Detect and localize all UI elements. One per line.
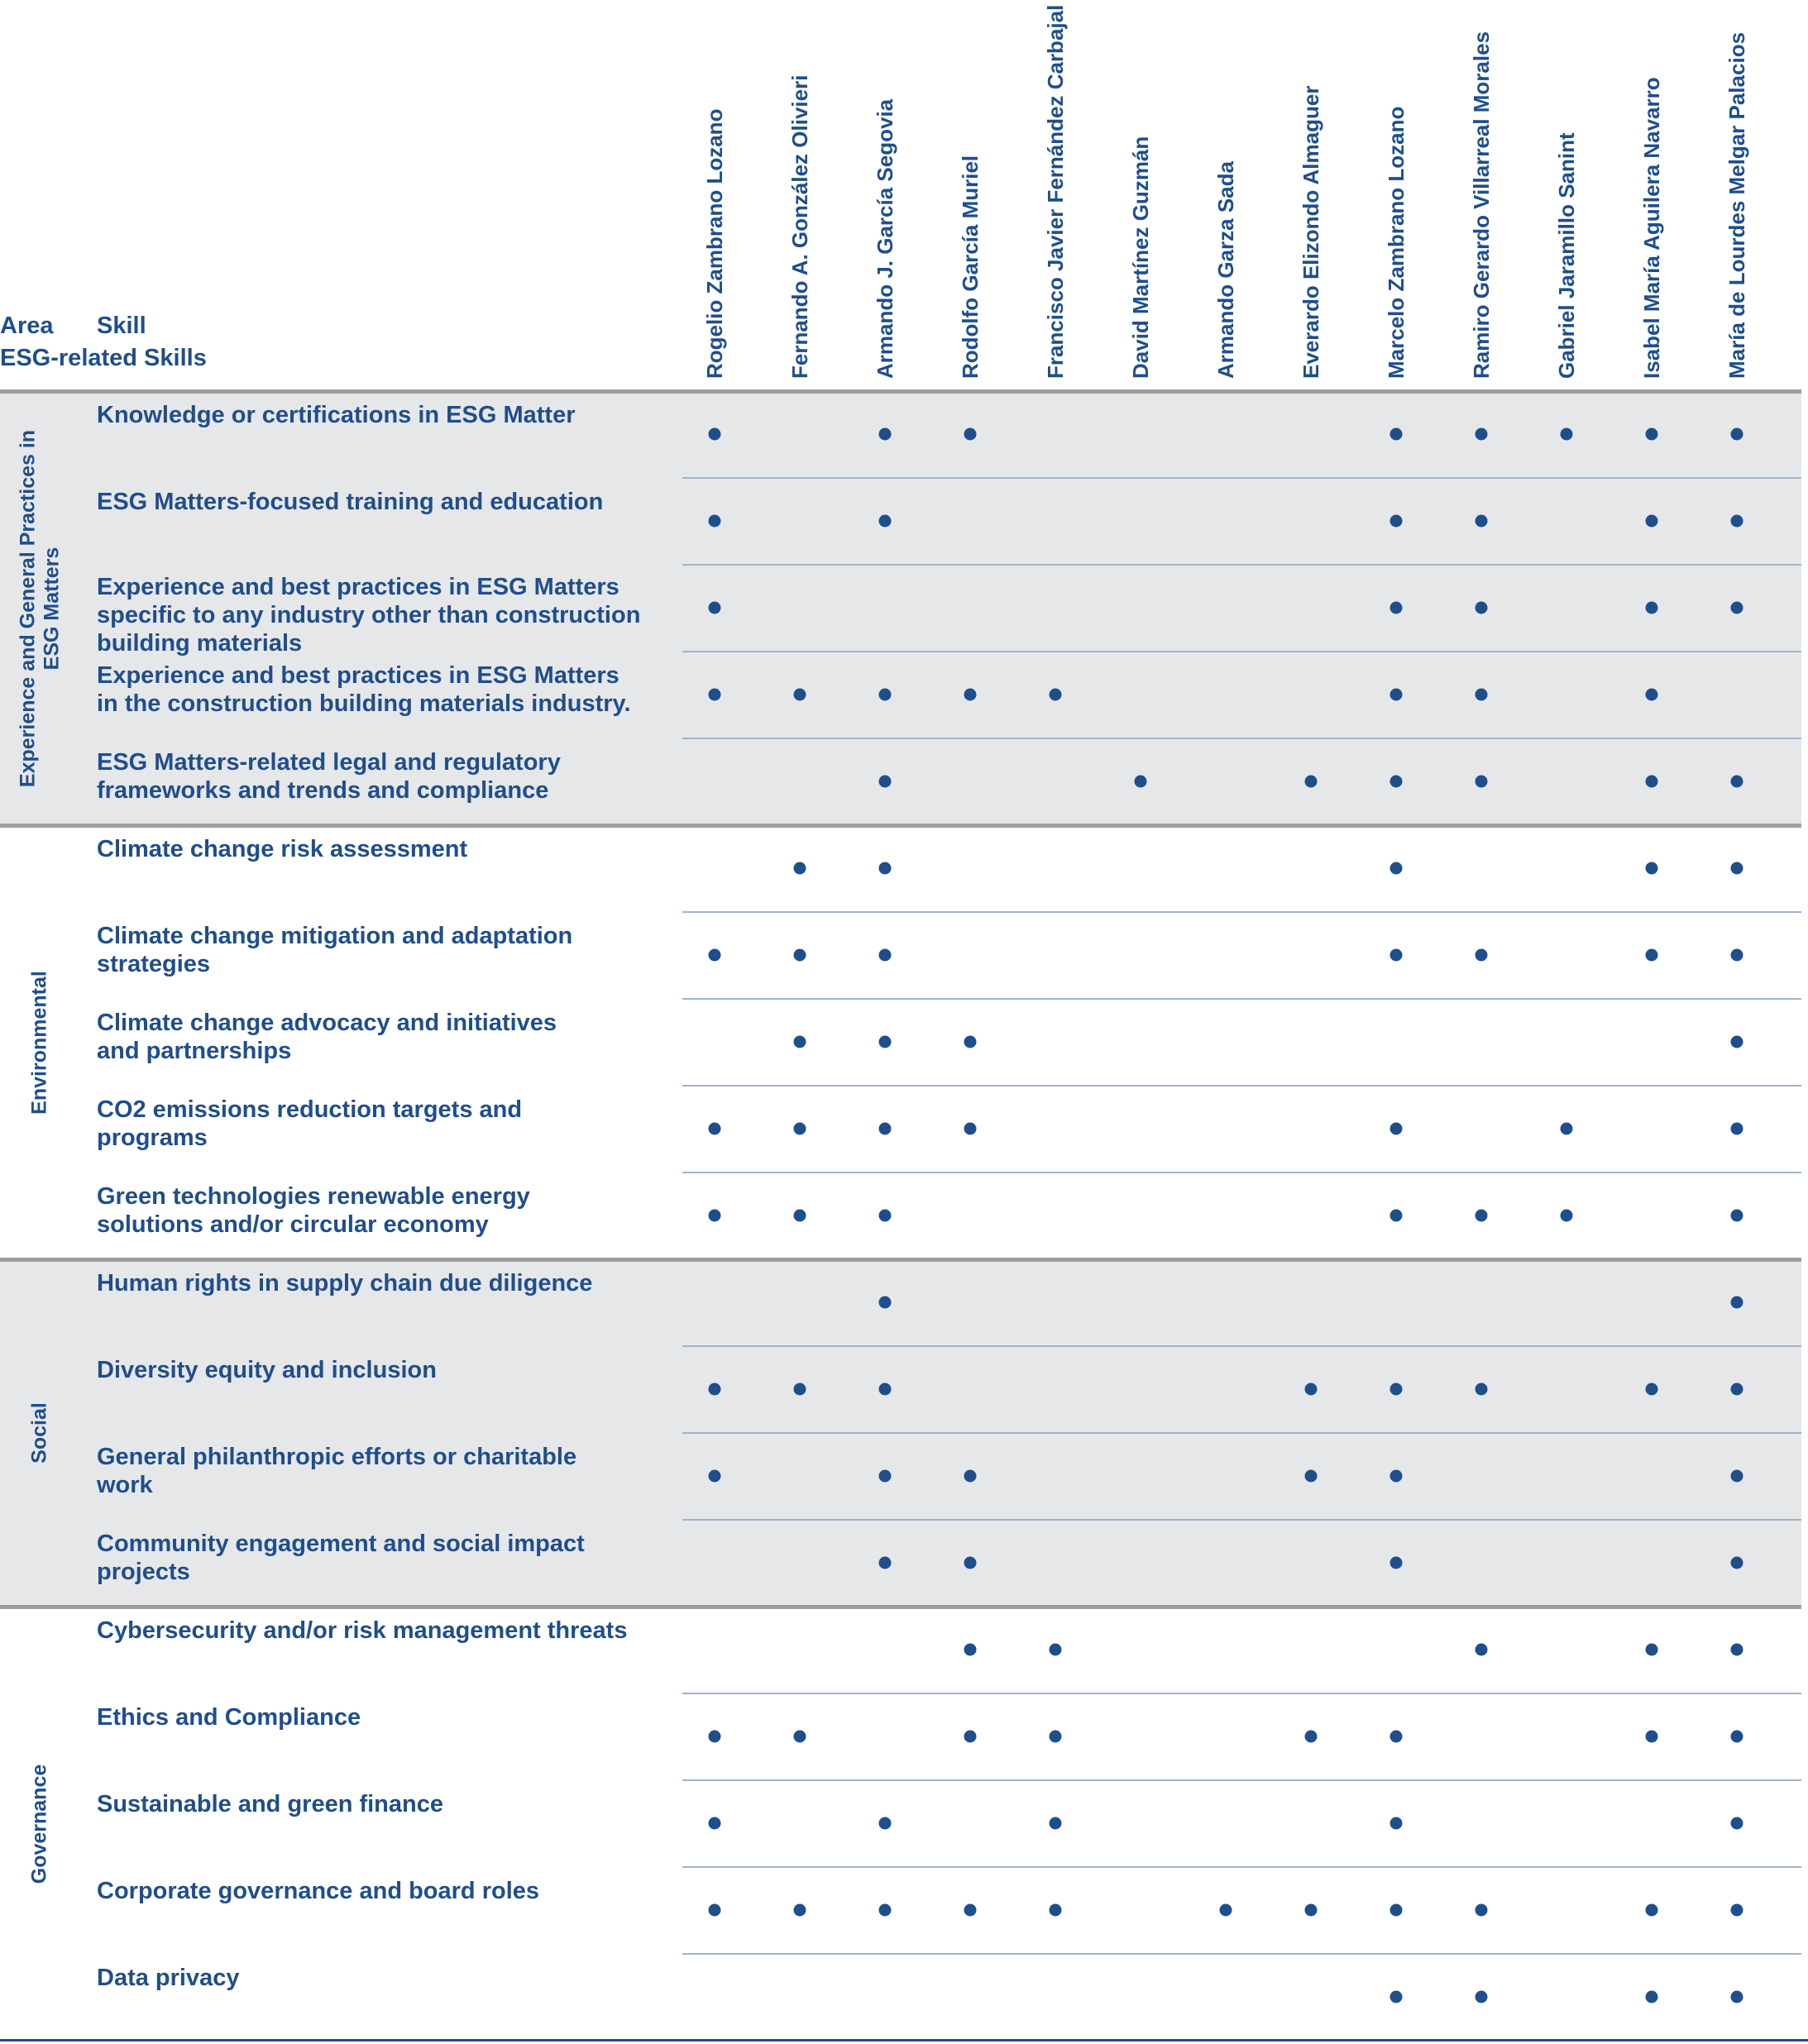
skill-dot [1050,1904,1062,1917]
row-divider [682,738,1801,739]
skill-dot [709,1731,721,1743]
skill-dot [1731,1123,1743,1135]
skill-dot [1390,602,1403,614]
skill-dot [1731,1557,1743,1569]
skill-dot [1731,1470,1743,1483]
skill-label: Data privacy [97,1965,240,1991]
skill-dot [1476,1383,1488,1396]
skill-dot [1561,1123,1573,1135]
skill-dot [1390,1383,1403,1396]
skill-dot [879,1036,892,1048]
skill-dot [1646,1383,1658,1396]
matrix-subtitle: ESG-related Skills [0,345,207,371]
row-divider [682,1953,1801,1955]
skill-dot [879,1383,892,1396]
skill-dot [1305,1904,1318,1917]
skill-dot [1390,1123,1403,1135]
area-separator [0,389,1801,394]
skill-dot [879,428,892,441]
skill-dot [879,1123,892,1135]
skill-dot [1731,515,1743,528]
skill-dot [709,1817,721,1830]
skill-dot [1731,1817,1743,1830]
row-divider [682,1172,1801,1173]
area-column-header: Area [0,313,54,339]
skill-label: Knowledge or certifications in ESG Matter [97,402,576,428]
skill-dot [1646,1644,1658,1656]
row-divider [682,1432,1801,1434]
skill-dot [879,515,892,528]
skill-label: Climate change mitigation and adaptation strategies [97,923,573,977]
row-divider [682,1866,1801,1868]
skill-dot [709,1210,721,1222]
skill-dot [794,689,806,701]
area-label-text: Experience and General Practices in ESG Matters [16,429,63,787]
skill-dot [1390,1557,1403,1569]
skill-dot [1390,428,1403,441]
skill-dot [709,1383,721,1396]
skill-dot [879,1557,892,1569]
skill-dot [964,1731,977,1743]
skill-dot [879,1817,892,1830]
skill-dot [1731,949,1743,962]
skill-dot [964,689,977,701]
skill-dot [964,1644,977,1656]
skill-label: ESG Matters-related legal and regulatory frameworks and trends and compliance [97,749,561,804]
skill-label: Sustainable and green finance [97,1791,443,1817]
skill-dot [1305,1731,1318,1743]
skill-dot [1646,1904,1658,1917]
skill-dot [1050,689,1062,701]
skill-label: Green technologies renewable energy solutions and/or circular economy [97,1183,530,1238]
skill-dot [879,1904,892,1917]
skill-label: Ethics and Compliance [97,1704,361,1731]
skill-label: Experience and best practices in ESG Matters in the construction building materials industry. [97,662,631,717]
skill-label: Climate change risk assessment [97,836,468,862]
skill-dot [1731,776,1743,788]
skill-dot [794,1731,806,1743]
row-divider [682,1693,1801,1694]
skill-dot [1646,862,1658,875]
skill-dot [1731,862,1743,875]
skill-dot [709,949,721,962]
row-divider [682,1779,1801,1781]
skill-dot [794,1904,806,1917]
skill-dot [1731,428,1743,441]
skill-dot [1561,1210,1573,1222]
skill-dot [1390,776,1403,788]
row-divider [682,477,1801,479]
skill-dot [1390,1991,1403,2003]
skill-dot [1731,1036,1743,1048]
area-separator [0,1258,1801,1262]
skill-dot [1390,1904,1403,1917]
row-divider [682,564,1801,566]
skill-dot [1646,602,1658,614]
skill-dot [1390,949,1403,962]
area-label-text: Governance [27,1764,51,1884]
skill-dot [879,949,892,962]
skill-dot [709,515,721,528]
bottom-rule [0,2039,1808,2042]
skill-dot [1646,515,1658,528]
row-divider [682,651,1801,652]
skill-dot [964,1904,977,1917]
skill-dot [964,1123,977,1135]
skill-dot [1731,1644,1743,1656]
skill-label: Human rights in supply chain due diligence [97,1270,593,1297]
skill-dot [709,602,721,614]
area-label-text: Environmental [27,970,51,1115]
row-divider [682,911,1801,913]
skill-dot [1050,1731,1062,1743]
skill-dot [1220,1904,1232,1917]
skill-dot [1731,1210,1743,1222]
row-divider [682,1085,1801,1086]
skill-dot [1646,1731,1658,1743]
skill-dot [1476,776,1488,788]
area-separator [0,1605,1801,1609]
skill-label: Experience and best practices in ESG Matters specific to any industry other than construction building materials [97,574,641,657]
skill-dot [794,862,806,875]
skill-dot [794,1123,806,1135]
skill-dot [1476,1904,1488,1917]
skill-dot [1390,862,1403,875]
skill-dot [709,1470,721,1483]
skill-dot [1390,689,1403,701]
skill-dot [1561,428,1573,441]
skill-dot [1731,1297,1743,1309]
skill-label: General philanthropic efforts or charitable work [97,1444,577,1498]
skill-dot [1476,1991,1488,2003]
skill-dot [964,1036,977,1048]
skill-label: Cybersecurity and/or risk management threats [97,1617,628,1644]
skill-dot [794,1036,806,1048]
skill-label: CO2 emissions reduction targets and programs [97,1096,523,1151]
skill-dot [879,1470,892,1483]
skill-dot [1390,1731,1403,1743]
area-label-text: Social [27,1402,51,1464]
skill-dot [1731,602,1743,614]
skill-dot [1731,1731,1743,1743]
skill-dot [879,689,892,701]
skill-dot [1305,1383,1318,1396]
row-divider [682,1519,1801,1521]
skill-dot [709,1904,721,1917]
area-separator [0,824,1801,828]
skill-dot [1476,1210,1488,1222]
skill-dot [879,862,892,875]
skill-dot [964,1470,977,1483]
skill-dot [794,1210,806,1222]
skill-dot [1646,428,1658,441]
skill-dot [1305,1470,1318,1483]
skill-dot [1390,1817,1403,1830]
skill-dot [1731,1904,1743,1917]
skill-dot [1476,428,1488,441]
skill-label: Diversity equity and inclusion [97,1357,437,1383]
skill-dot [1135,776,1147,788]
skill-dot [1390,515,1403,528]
skill-dot [1305,776,1318,788]
skill-dot [879,1297,892,1309]
skill-column-header: Skill [97,313,146,339]
skill-label: ESG Matters-focused training and education [97,489,604,515]
skill-dot [879,776,892,788]
skill-dot [1646,689,1658,701]
skill-dot [1646,776,1658,788]
skill-dot [1476,1644,1488,1656]
skill-label: Corporate governance and board roles [97,1878,540,1904]
skill-dot [1731,1383,1743,1396]
skill-dot [794,949,806,962]
skill-dot [1476,515,1488,528]
skill-dot [709,428,721,441]
skill-label: Community engagement and social impact projects [97,1531,585,1585]
skill-dot [1646,949,1658,962]
skill-dot [1390,1210,1403,1222]
skill-dot [794,1383,806,1396]
skill-dot [1476,602,1488,614]
skill-dot [1390,1470,1403,1483]
skill-dot [1476,689,1488,701]
row-divider [682,1345,1801,1347]
skill-dot [1646,1991,1658,2003]
skill-dot [1731,1991,1743,2003]
skill-dot [964,1557,977,1569]
skill-dot [964,428,977,441]
row-divider [682,998,1801,1000]
skill-dot [1050,1817,1062,1830]
skill-dot [709,1123,721,1135]
skill-label: Climate change advocacy and initiatives and partnerships [97,1010,557,1064]
skill-dot [1476,949,1488,962]
skill-dot [879,1210,892,1222]
skill-dot [1050,1644,1062,1656]
skill-dot [709,689,721,701]
